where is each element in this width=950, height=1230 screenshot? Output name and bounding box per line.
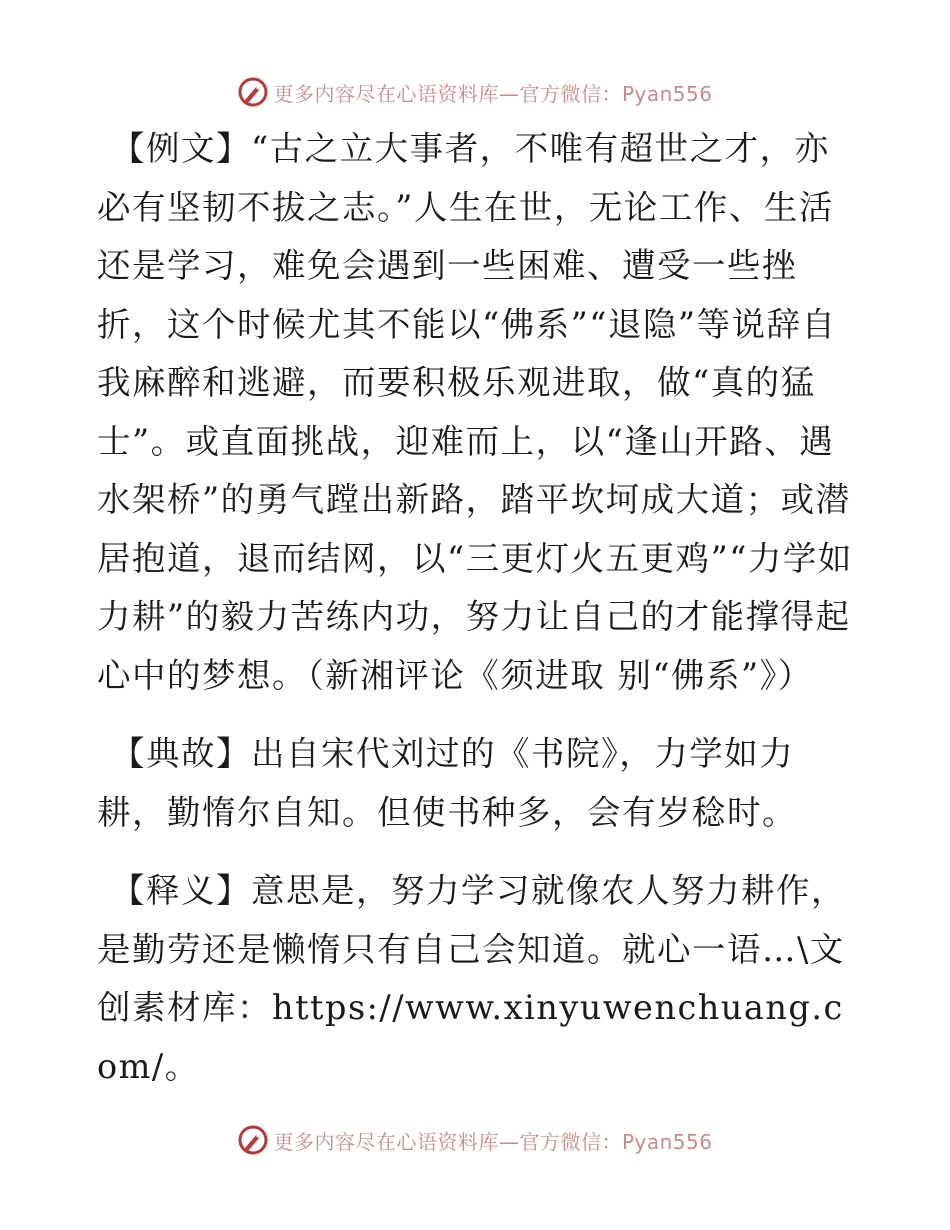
pen-circle-logo-icon	[237, 1124, 269, 1156]
example-text: “古之立大事者，不唯有超世之才，亦必有坚韧不拔之志。”人生在世，无论工作、生活还是学习，难免会遇到一些困难、遭受一些挫折，这个时候尤其不能以“佛系”“退隐”等说辞自我麻醉和逃避，而要积极乐观进取，做“真的猛士”。或直面挑战，迎难而上，以“逢山开路、遇水架桥”的勇气蹚出新路，踏平坎坷成大道；或潜居抱道，退而结网，以“三更灯火五更鸡”“力学如力耕”的毅力苦练内功，努力让自己的才能撑得起心中的梦想。（新湘评论《须进取 别“佛系”》）	[97, 129, 853, 695]
meaning-paragraph	[97, 862, 857, 1096]
meaning-label: 【释义】	[111, 871, 251, 910]
watermark-text: 更多内容尽在心语资料库—官方微信：Pyan556	[273, 1129, 713, 1154]
allusion-paragraph	[97, 725, 857, 842]
example-label: 【例文】	[111, 129, 251, 168]
meaning-text: 意思是，努力学习就像农人努力耕作，是勤劳还是懒惰只有自己会知道。就心一语…\文创素材库：https://www.xinyuwenchuang.com/。	[97, 871, 846, 1086]
header-watermark	[0, 72, 950, 112]
document-body	[97, 120, 857, 1096]
allusion-text: 出自宋代刘过的《书院》，力学如力耕，勤惰尔自知。但使书种多，会有岁稔时。	[97, 734, 797, 832]
allusion-label: 【典故】	[111, 734, 251, 773]
pen-circle-logo-icon	[237, 76, 269, 108]
example-paragraph	[97, 120, 857, 705]
footer-watermark	[0, 1120, 950, 1160]
watermark-text: 更多内容尽在心语资料库—官方微信：Pyan556	[273, 81, 713, 106]
